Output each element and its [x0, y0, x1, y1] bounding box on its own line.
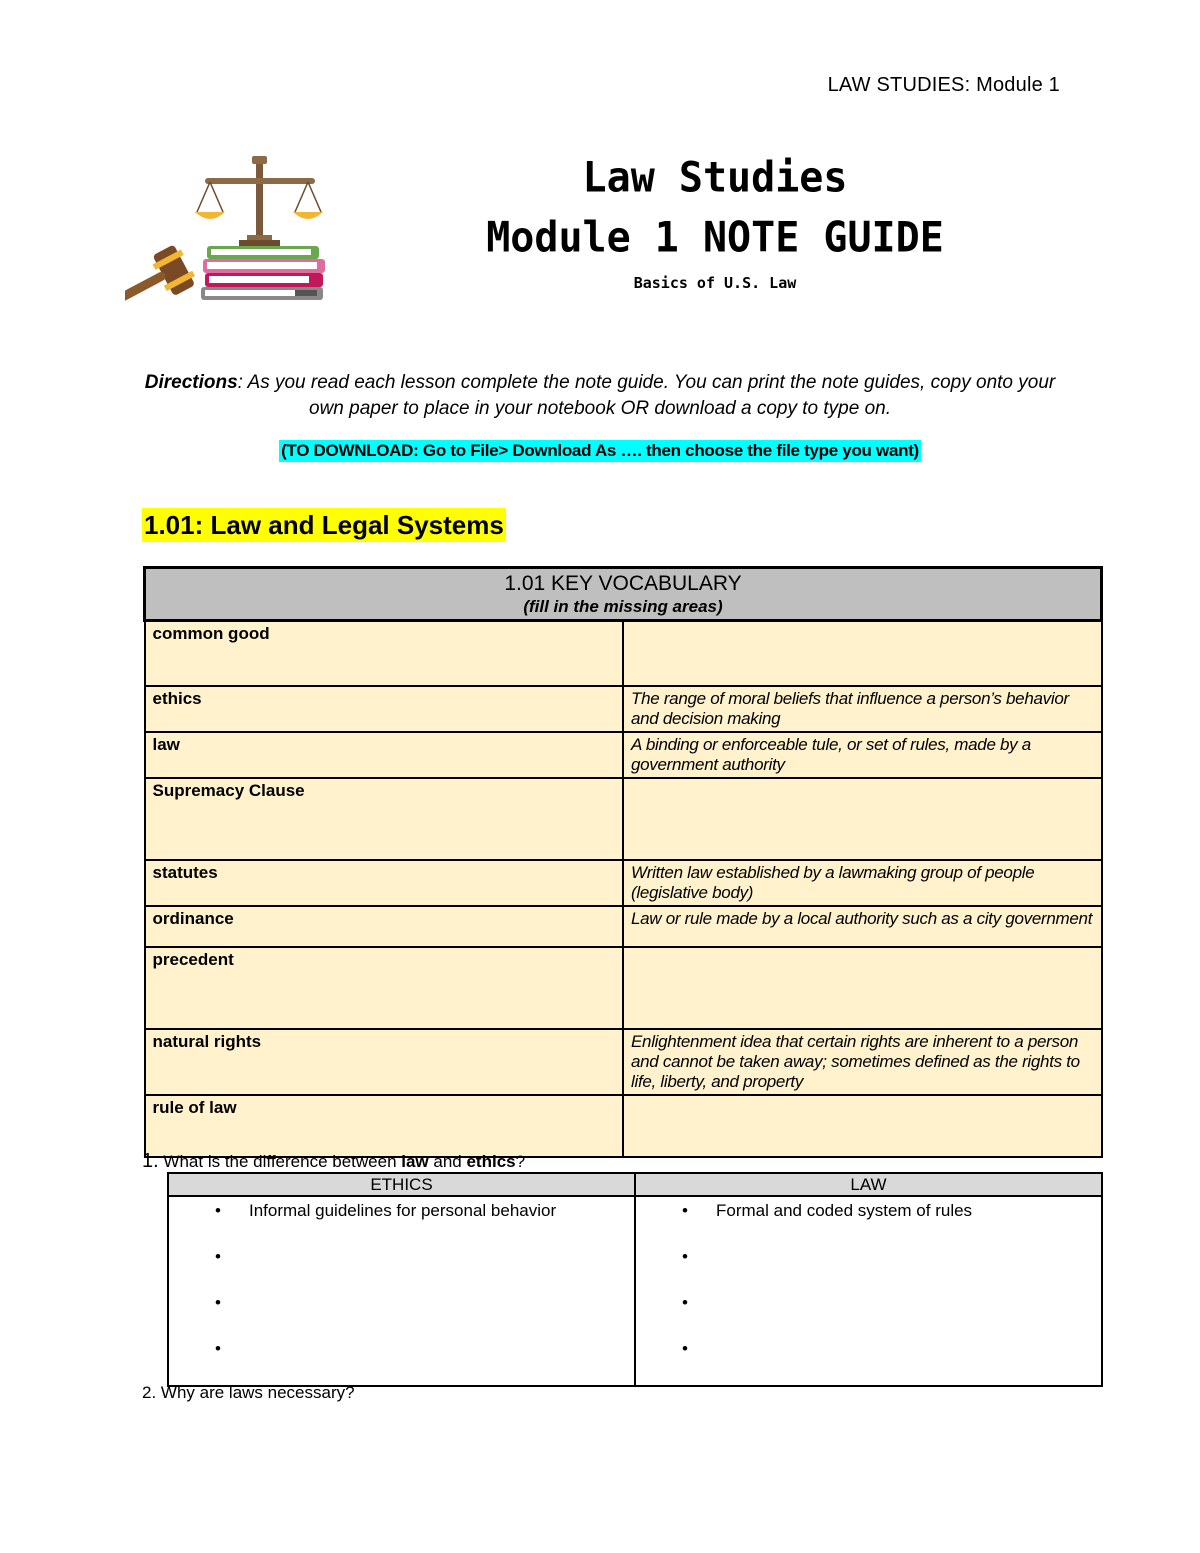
- vocab-term: common good: [145, 621, 624, 686]
- title-line-2: Module 1 NOTE GUIDE: [486, 213, 944, 263]
- table-row: [145, 1095, 1102, 1157]
- table-row: [145, 686, 1102, 732]
- bullet-icon: •: [215, 1247, 221, 1266]
- download-note: (TO DOWNLOAD: Go to File> Download As …. then choose the file type you want): [281, 441, 919, 460]
- question-1: [142, 1150, 525, 1173]
- bullet-icon: •: [215, 1201, 221, 1220]
- vocab-definition[interactable]: [623, 778, 1102, 860]
- directions-text: : As you read each lesson complete the note guide. You can print the note guides, copy onto your own paper to place in your notebook OR download a copy to type on.: [237, 372, 1056, 419]
- vocab-definition[interactable]: Written law established by a lawmaking group of people (legislative body): [623, 860, 1102, 906]
- compare-table: [167, 1172, 1103, 1387]
- list-item: [215, 1247, 634, 1293]
- vocab-term: law: [145, 732, 624, 778]
- vocab-title: 1.01 KEY VOCABULARY: [504, 572, 742, 595]
- question-1-bold-law: law: [401, 1152, 429, 1171]
- running-header: LAW STUDIES: Module 1: [827, 74, 1060, 96]
- vocab-header: [145, 568, 1102, 621]
- compare-cell-ethics[interactable]: [168, 1196, 635, 1386]
- title-block: [380, 148, 1050, 292]
- vocab-term: ordinance: [145, 906, 624, 947]
- bullet-icon: •: [682, 1293, 688, 1312]
- vocab-definition[interactable]: A binding or enforceable tule, or set of rules, made by a government authority: [623, 732, 1102, 778]
- vocab-term: natural rights: [145, 1029, 624, 1095]
- list-item: [682, 1293, 1101, 1339]
- section-heading: 1.01: Law and Legal Systems: [144, 510, 504, 540]
- table-row: [145, 621, 1102, 686]
- list-item-text: Formal and coded system of rules: [716, 1201, 973, 1220]
- download-note-wrap: [0, 440, 1200, 462]
- table-row: [145, 778, 1102, 860]
- title-subtitle: Basics of U.S. Law: [633, 274, 797, 292]
- vocab-definition[interactable]: Enlightenment idea that certain rights are inherent to a person and cannot be taken away; sometimes defined as the rights to life, liberty, and property: [623, 1029, 1102, 1095]
- vocab-definition[interactable]: [623, 947, 1102, 1029]
- vocab-definition[interactable]: [623, 1095, 1102, 1157]
- list-item: [215, 1339, 634, 1385]
- bullet-icon: •: [682, 1339, 688, 1358]
- vocab-term: ethics: [145, 686, 624, 732]
- ethics-list: [169, 1201, 634, 1385]
- directions: [140, 370, 1060, 422]
- table-row: [145, 860, 1102, 906]
- bullet-icon: •: [682, 1201, 688, 1220]
- question-1-text-mid: and: [428, 1152, 467, 1171]
- table-row: [145, 1029, 1102, 1095]
- question-1-text: What is the difference between: [163, 1152, 402, 1171]
- table-row: [145, 906, 1102, 947]
- title-line-1: Law Studies: [582, 153, 848, 203]
- compare-header-law: LAW: [635, 1173, 1102, 1196]
- bullet-icon: •: [682, 1247, 688, 1266]
- compare-header-ethics: ETHICS: [168, 1173, 635, 1196]
- vocab-definition[interactable]: Law or rule made by a local authority such as a city government: [623, 906, 1102, 947]
- list-item: [682, 1247, 1101, 1293]
- list-item: [215, 1201, 634, 1247]
- vocab-definition[interactable]: [623, 621, 1102, 686]
- table-row: [145, 732, 1102, 778]
- vocab-term: rule of law: [145, 1095, 624, 1157]
- list-item: [215, 1293, 634, 1339]
- vocab-subtitle: (fill in the missing areas): [523, 597, 723, 616]
- list-item: [682, 1201, 1101, 1247]
- vocab-table: [143, 566, 1103, 1158]
- question-2: 2. Why are laws necessary?: [142, 1383, 355, 1402]
- vocab-term: precedent: [145, 947, 624, 1029]
- directions-label: Directions: [144, 372, 238, 393]
- bullet-icon: •: [215, 1339, 221, 1358]
- question-1-text-after: ?: [515, 1152, 526, 1171]
- scales-gavel-books-icon: [125, 150, 330, 310]
- table-row: [145, 947, 1102, 1029]
- question-1-bold-ethics: ethics: [466, 1152, 516, 1171]
- question-1-number: 1.: [142, 1150, 159, 1172]
- list-item: [682, 1339, 1101, 1385]
- vocab-term: Supremacy Clause: [145, 778, 624, 860]
- list-item-text: Informal guidelines for personal behavior: [249, 1201, 557, 1220]
- law-list: [636, 1201, 1101, 1385]
- vocab-term: statutes: [145, 860, 624, 906]
- vocab-definition[interactable]: The range of moral beliefs that influence a person’s behavior and decision making: [623, 686, 1102, 732]
- bullet-icon: •: [215, 1293, 221, 1312]
- compare-cell-law[interactable]: [635, 1196, 1102, 1386]
